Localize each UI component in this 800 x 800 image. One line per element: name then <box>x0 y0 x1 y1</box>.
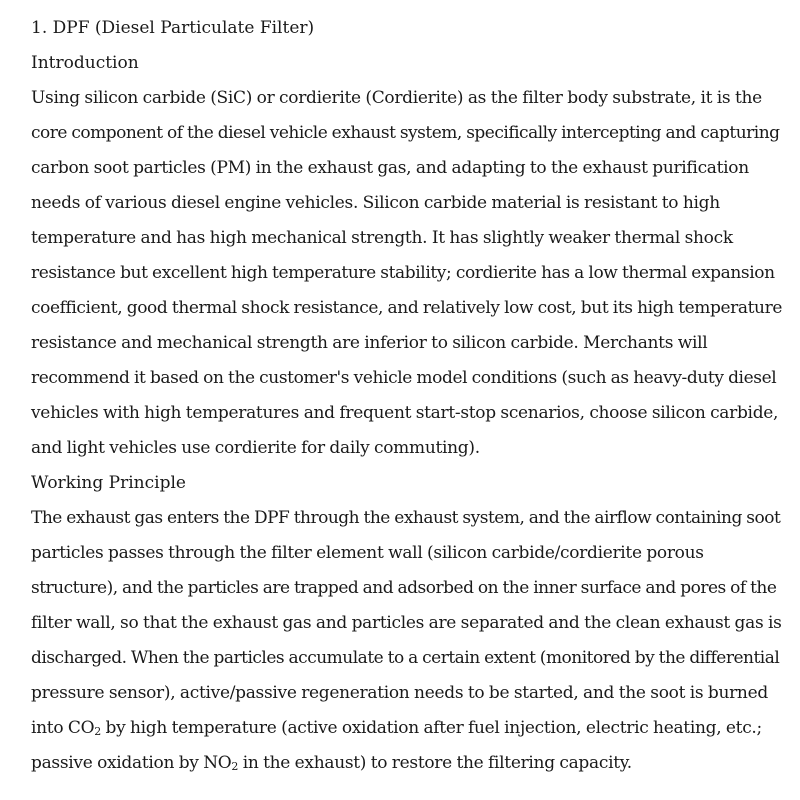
paragraph-line: core component of the diesel vehicle exhaust system, specifically intercepting and capturing <box>31 123 780 143</box>
section-title: 1. DPF (Diesel Particulate Filter) <box>31 18 315 38</box>
paragraph-line: pressure sensor), active/passive regeneration needs to be started, and the soot is burned <box>31 683 768 703</box>
text-run: passive oxidation by NO <box>31 753 232 773</box>
paragraph-line-co2 <box>31 711 780 746</box>
introduction-heading: Introduction <box>31 53 139 73</box>
paragraph-line: filter wall, so that the exhaust gas and particles are separated and the clean exhaust gas is <box>31 613 782 633</box>
paragraph-line: temperature and has high mechanical strength. It has slightly weaker thermal shock <box>31 228 733 248</box>
paragraph-line: The exhaust gas enters the DPF through the exhaust system, and the airflow containing soot <box>31 508 781 528</box>
paragraph-line-no2 <box>31 746 780 781</box>
introduction-paragraph <box>31 81 780 466</box>
text-run: into CO <box>31 718 95 738</box>
paragraph-line: resistance and mechanical strength are inferior to silicon carbide. Merchants will <box>31 333 708 353</box>
paragraph-line: vehicles with high temperatures and frequent start-stop scenarios, choose silicon carbide, <box>31 403 779 423</box>
subscript: 2 <box>231 760 239 773</box>
paragraph-line: Using silicon carbide (SiC) or cordierite (Cordierite) as the filter body substrate, it is the <box>31 88 762 108</box>
paragraph-line: discharged. When the particles accumulate to a certain extent (monitored by the differential <box>31 648 780 668</box>
paragraph-line: recommend it based on the customer's vehicle model conditions (such as heavy-duty diesel <box>31 368 777 388</box>
paragraph-line: carbon soot particles (PM) in the exhaust gas, and adapting to the exhaust purification <box>31 158 749 178</box>
working-principle-heading: Working Principle <box>31 473 186 493</box>
paragraph-line: resistance but excellent high temperature stability; cordierite has a low thermal expansion <box>31 263 775 283</box>
paragraph-line: structure), and the particles are trapped and adsorbed on the inner surface and pores of the <box>31 578 777 598</box>
paragraph-line: and light vehicles use cordierite for daily commuting). <box>31 438 480 458</box>
paragraph-line: coefficient, good thermal shock resistance, and relatively low cost, but its high temperature <box>31 298 782 318</box>
text-run: in the exhaust) to restore the filtering capacity. <box>238 753 632 773</box>
text-run: by high temperature (active oxidation after fuel injection, electric heating, etc.; <box>100 718 762 738</box>
paragraph-line: particles passes through the filter element wall (silicon carbide/cordierite porous <box>31 543 704 563</box>
paragraph-line: needs of various diesel engine vehicles. Silicon carbide material is resistant to high <box>31 193 720 213</box>
subscript: 2 <box>94 725 101 738</box>
working-principle-paragraph <box>31 501 780 781</box>
